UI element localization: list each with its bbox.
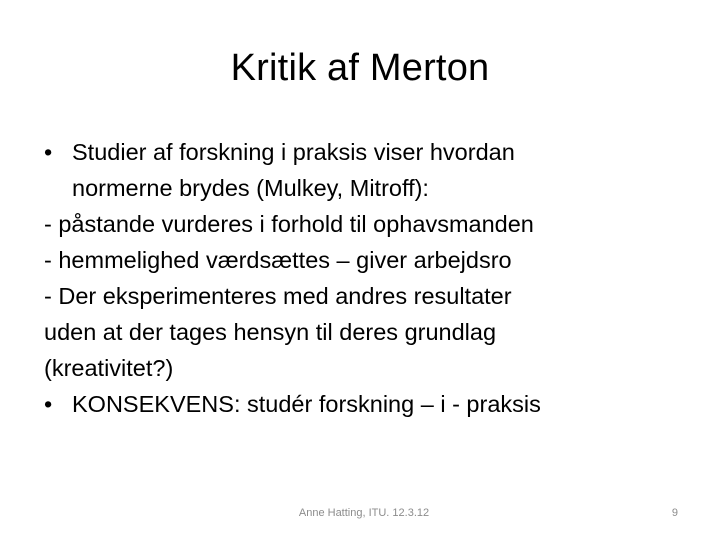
- bullet-item-1-continuation: [44, 170, 684, 206]
- bullet-item-2: [44, 386, 684, 422]
- slide-title: Kritik af Merton: [230, 47, 490, 89]
- footer-author: Anne Hatting, ITU. 12.3.12: [298, 507, 430, 519]
- bullet-item-1: [44, 134, 684, 170]
- bullet-text: KONSEKVENS: studér forskning – i - praksis: [72, 391, 541, 417]
- dash-line-2: - hemmelighed værdsættes – giver arbejdsro: [44, 247, 512, 273]
- bullet-marker: •: [44, 139, 53, 165]
- bullet-text-line-2: normerne brydes (Mulkey, Mitroff):: [72, 175, 429, 201]
- dash-line-5: (kreativitet?): [44, 355, 174, 381]
- dash-line-4: uden at der tages hensyn til deres grundlag: [44, 319, 497, 345]
- bullet-text-line-1: Studier af forskning i praksis viser hvordan: [72, 139, 515, 165]
- page-number: 9: [671, 507, 678, 519]
- dash-line-3: - Der eksperimenteres med andres resultater: [44, 283, 512, 309]
- bullet-marker: •: [44, 391, 53, 417]
- dash-line-1: - påstande vurderes i forhold til ophavsmanden: [44, 211, 534, 237]
- slide-body: [44, 134, 684, 422]
